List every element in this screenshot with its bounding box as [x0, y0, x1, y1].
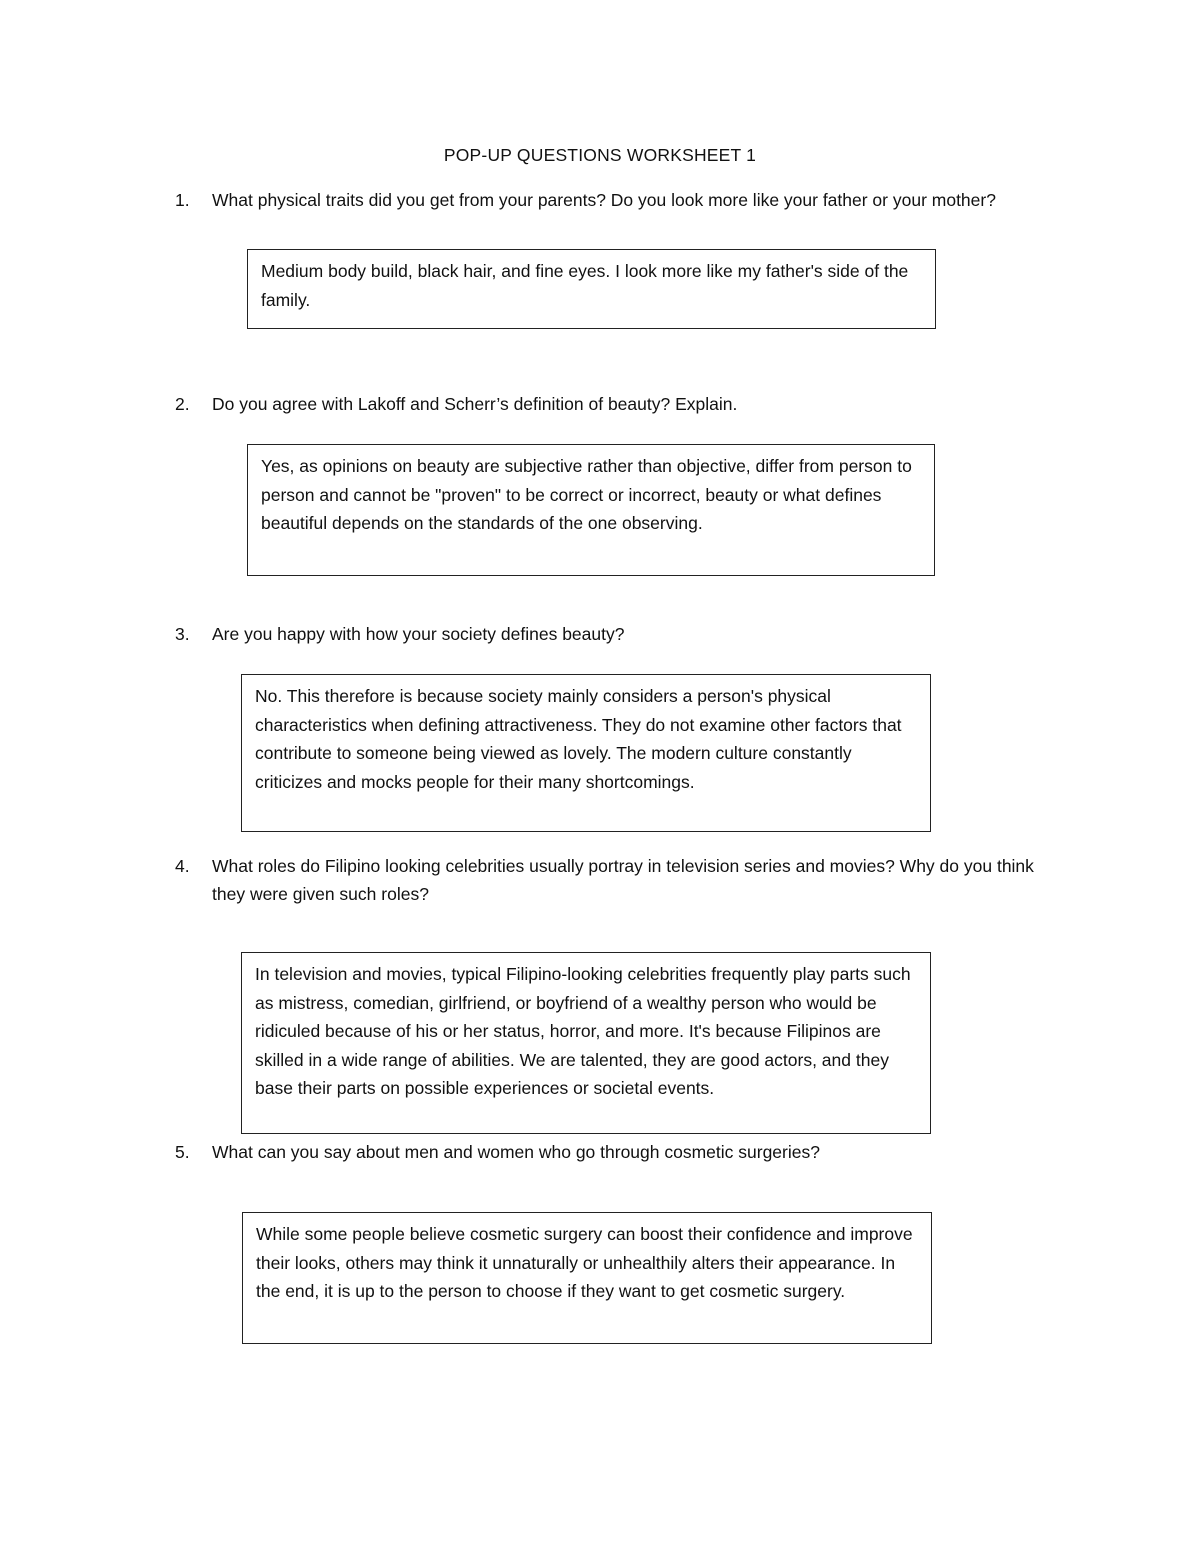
question-number: 4.	[175, 856, 190, 876]
answer-box-5: While some people believe cosmetic surgery can boost their confidence and improve their looks, others may think it unnaturally or unhealthily alters their appearance. In the end, it is up to the person to choose if they want to get cosmetic surgery.	[242, 1212, 932, 1344]
question-number: 2.	[175, 394, 190, 414]
answer-box-4: In television and movies, typical Filipino-looking celebrities frequently play parts such as mistress, comedian, girlfriend, or boyfriend of a wealthy person who would be ridiculed because of his or her status, horror, and more. It's because Filipinos are skilled in a wide range of abilities. We are talented, they are good actors, and they base their parts on possible experiences or societal events.	[241, 952, 931, 1134]
answer-box-2: Yes, as opinions on beauty are subjective rather than objective, differ from person to person and cannot be "proven" to be correct or incorrect, beauty or what defines beautiful depends on the standards of the one observing.	[247, 444, 935, 576]
question-text: Are you happy with how your society defines beauty?	[212, 624, 625, 644]
answer-box-1: Medium body build, black hair, and fine eyes. I look more like my father's side of the family.	[247, 249, 936, 329]
question-text: Do you agree with Lakoff and Scherr’s definition of beauty? Explain.	[212, 394, 738, 414]
question-text: What roles do Filipino looking celebrities usually portray in television series and movies? Why do you think they were given such roles?	[212, 856, 1034, 904]
question-2	[175, 390, 1055, 418]
question-number: 3.	[175, 624, 190, 644]
worksheet-title: POP-UP QUESTIONS WORKSHEET 1	[443, 145, 757, 165]
question-number: 5.	[175, 1142, 190, 1162]
answer-box-3: No. This therefore is because society mainly considers a person's physical characteristics when defining attractiveness. They do not examine other factors that contribute to someone being viewed as lovely. The modern culture constantly criticizes and mocks people for their many shortcomings.	[241, 674, 931, 832]
question-1	[175, 186, 1055, 214]
question-text: What can you say about men and women who go through cosmetic surgeries?	[212, 1142, 820, 1162]
question-number: 1.	[175, 190, 190, 210]
question-5	[175, 1138, 1055, 1166]
question-4	[175, 852, 1055, 908]
question-3	[175, 620, 1055, 648]
question-text: What physical traits did you get from your parents? Do you look more like your father or your mother?	[212, 190, 996, 210]
